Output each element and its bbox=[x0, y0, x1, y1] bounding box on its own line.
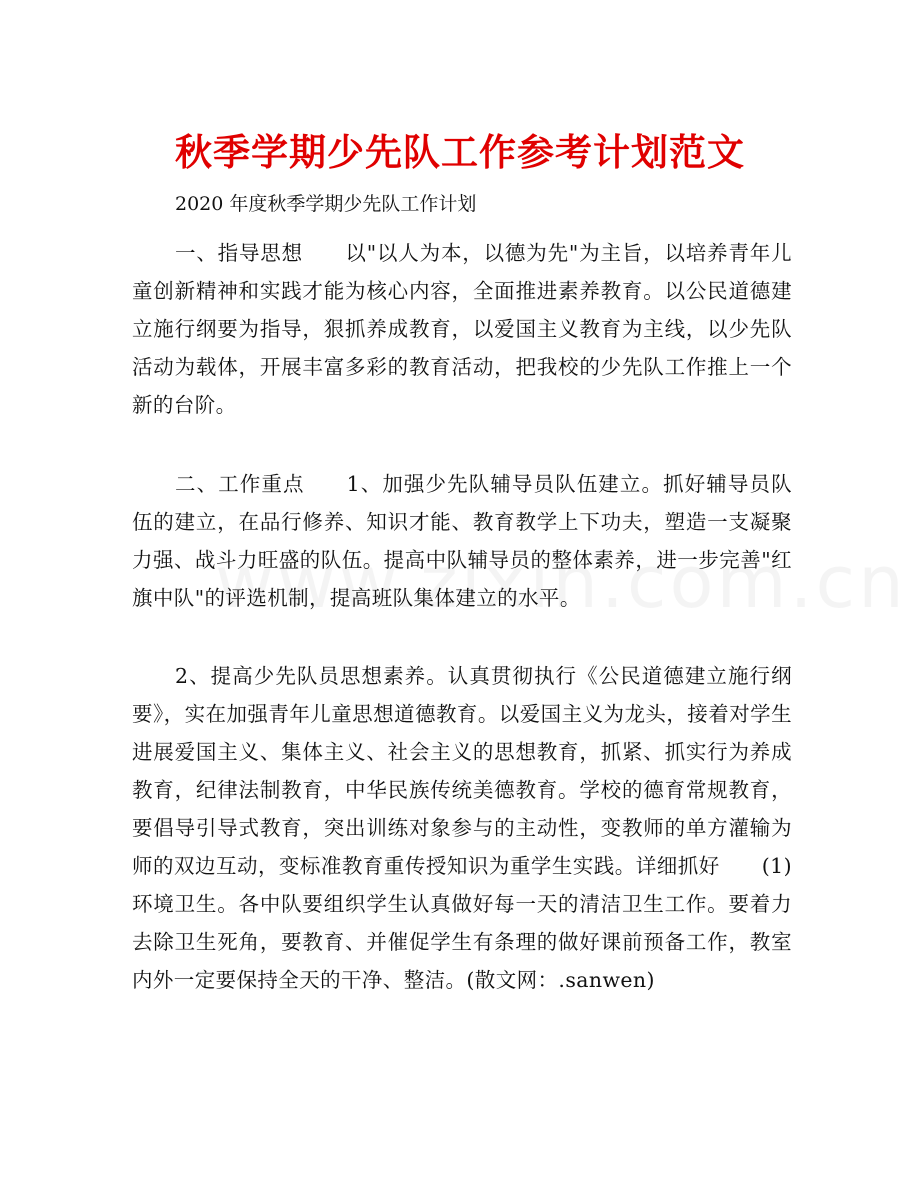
document-subtitle: 2020 年度秋季学期少先队工作计划 bbox=[175, 193, 477, 215]
section-heading: 二、工作重点 bbox=[175, 472, 305, 496]
section-work-focus bbox=[132, 465, 792, 617]
document-title: 秋季学期少先队工作参考计划范文 bbox=[175, 130, 745, 174]
section-text: 1、加强少先队辅导员队伍建立。抓好辅导员队伍的建立，在品行修养、知识才能、教育教学上下功夫，塑造一支凝聚力强、战斗力旺盛的队伍。提高中队辅导员的整体素养，进一步完善"红旗中队"的评选机制，提高班队集体建立的水平。 bbox=[132, 472, 792, 610]
section-text: 2、提高少先队员思想素养。认真贯彻执行《公民道德建立施行纲要》，实在加强青年儿童思想道德教育。以爱国主义为龙头，接着对学生进展爱国主义、集体主义、社会主义的思想教育，抓紧、抓实行为养成教育，纪律法制教育，中华民族传统美德教育。学校的德育常规教育，要倡导引导式教育，突出训练对象参与的主动性，变教师的单方灌输为师的双边互动，变标准教育重传授知识为重学生实践。详细抓好 bbox=[132, 664, 792, 878]
section-item-2 bbox=[132, 657, 792, 999]
section-text-continued: 环境卫生。各中队要组织学生认真做好每一天的清洁卫生工作。要着力去除卫生死角，要教育、并催促学生有条理的做好课前预备工作，教室内外一定要保持全天的干净、整洁。(散文网：.sanwen) bbox=[132, 892, 792, 992]
section-text: 以"以人为本，以德为先"为主旨，以培养青年儿童创新精神和实践才能为核心内容，全面推进素养教育。以公民道德建立施行纲要为指导，狠抓养成教育，以爱国主义教育为主线，以少先队活动为载体，开展丰富多彩的教育活动，把我校的少先队工作推上一个新的台阶。 bbox=[132, 241, 792, 417]
section-heading: 一、指导思想 bbox=[175, 241, 303, 265]
section-guiding-ideology bbox=[132, 234, 792, 424]
item-marker: (1) bbox=[761, 854, 792, 878]
